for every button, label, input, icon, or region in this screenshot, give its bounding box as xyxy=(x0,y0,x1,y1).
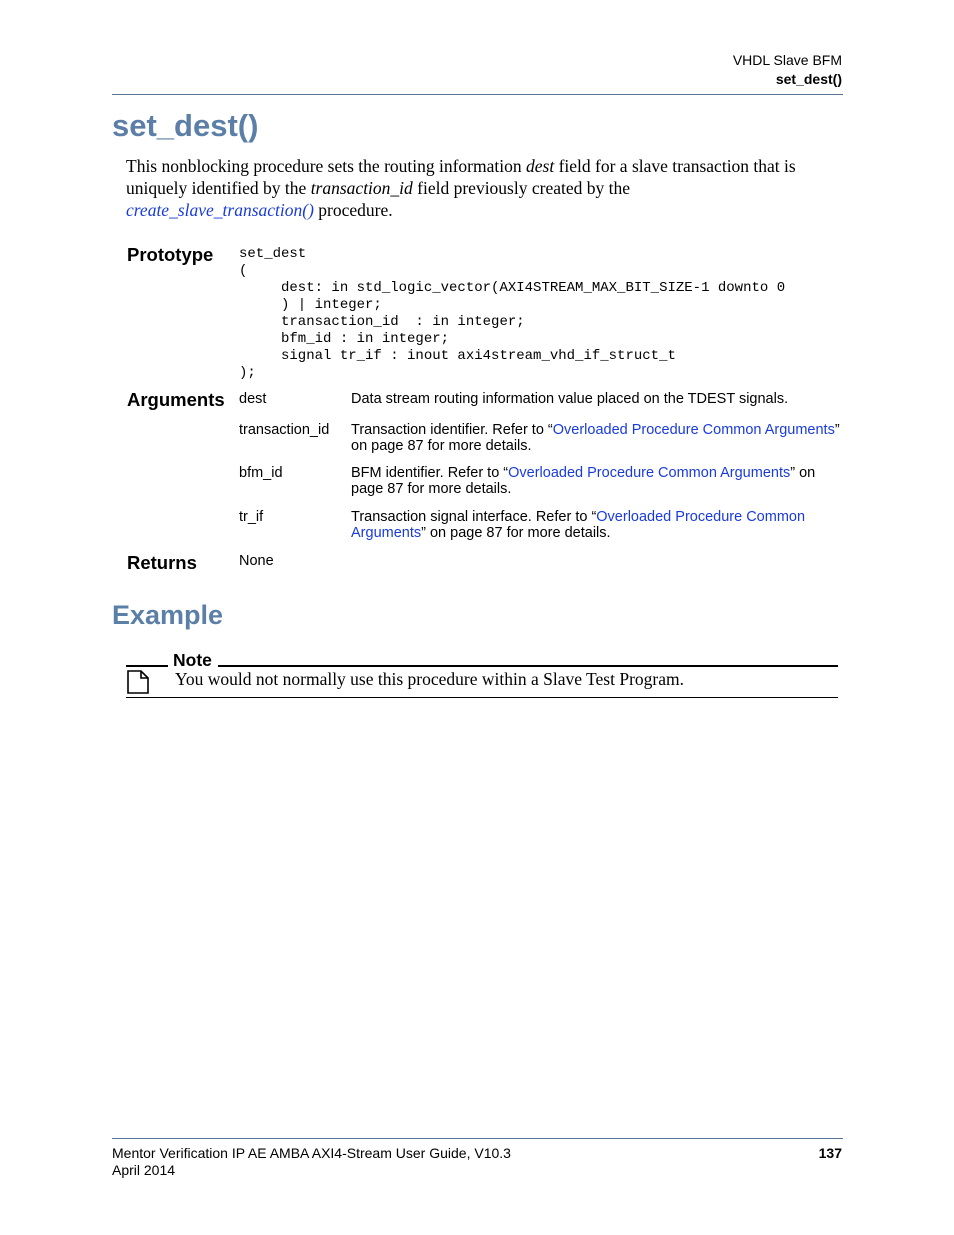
intro-paragraph xyxy=(126,155,842,221)
intro-text-3: field previously created by the xyxy=(412,178,630,198)
note-text: You would not normally use this procedure within a Slave Test Program. xyxy=(175,669,684,689)
argument-name-bfm-id: bfm_id xyxy=(239,465,283,481)
argument-desc-post: ” on page 87 for more details. xyxy=(351,422,840,454)
argument-desc-tr-if xyxy=(351,509,843,541)
footer-rule xyxy=(112,1138,843,1139)
create-slave-transaction-link[interactable]: create_slave_transaction() xyxy=(126,200,314,220)
argument-desc-pre: Transaction signal interface. Refer to “ xyxy=(351,509,597,525)
argument-desc-post: ” on page 87 for more details. xyxy=(351,465,816,497)
example-heading: Example xyxy=(112,600,224,630)
argument-name-tr-if: tr_if xyxy=(239,509,264,525)
returns-label: Returns xyxy=(127,552,197,573)
overloaded-args-link[interactable]: Overloaded Procedure Common Arguments xyxy=(552,422,835,438)
header-rule xyxy=(112,94,843,95)
note-rule-bottom xyxy=(126,697,838,698)
argument-desc-transaction-id xyxy=(351,422,843,454)
argument-desc-bfm-id xyxy=(351,465,843,497)
intro-em-dest: dest xyxy=(526,156,555,176)
note-label: Note xyxy=(173,650,212,670)
overloaded-args-link[interactable]: Overloaded Procedure Common Arguments xyxy=(351,509,806,541)
returns-value: None xyxy=(239,553,274,569)
page-number: 137 xyxy=(818,1145,842,1161)
argument-desc-dest: Data stream routing information value placed on the TDEST signals. xyxy=(351,391,789,407)
note-rule-left xyxy=(126,665,168,667)
footer-title: Mentor Verification IP AE AMBA AXI4-Stream User Guide, V10.3 xyxy=(112,1145,511,1161)
argument-name-transaction-id: transaction_id xyxy=(239,422,330,438)
note-page-icon xyxy=(127,670,149,694)
argument-name-dest: dest xyxy=(239,391,267,407)
prototype-code: set_dest ( dest: in std_logic_vector(AXI4STREAM_MAX_BIT_SIZE-1 downto 0 ) | integer; transaction_id : in integer; bfm_id : in integer; signal tr_if : inout axi4stream_vhd_if_struct_t ); xyxy=(239,246,786,381)
argument-desc-post: ” on page 87 for more details. xyxy=(421,525,611,541)
header-subsection: set_dest() xyxy=(775,71,842,87)
overloaded-args-link[interactable]: Overloaded Procedure Common Arguments xyxy=(508,465,791,481)
intro-text-4: procedure. xyxy=(313,200,393,220)
arguments-label: Arguments xyxy=(127,389,225,410)
intro-text-1: This nonblocking procedure sets the routing information xyxy=(126,156,526,176)
page-title: set_dest() xyxy=(112,108,259,143)
intro-text-2: field for a slave transaction that is uniquely identified by the xyxy=(126,156,796,198)
header-section: VHDL Slave BFM xyxy=(732,52,842,68)
footer-date: April 2014 xyxy=(112,1162,176,1178)
prototype-label: Prototype xyxy=(127,244,214,265)
argument-desc-pre: BFM identifier. Refer to “ xyxy=(351,465,509,481)
intro-em-transaction-id: transaction_id xyxy=(310,178,413,198)
argument-desc-pre: Transaction identifier. Refer to “ xyxy=(351,422,553,438)
note-rule-right xyxy=(218,665,838,667)
